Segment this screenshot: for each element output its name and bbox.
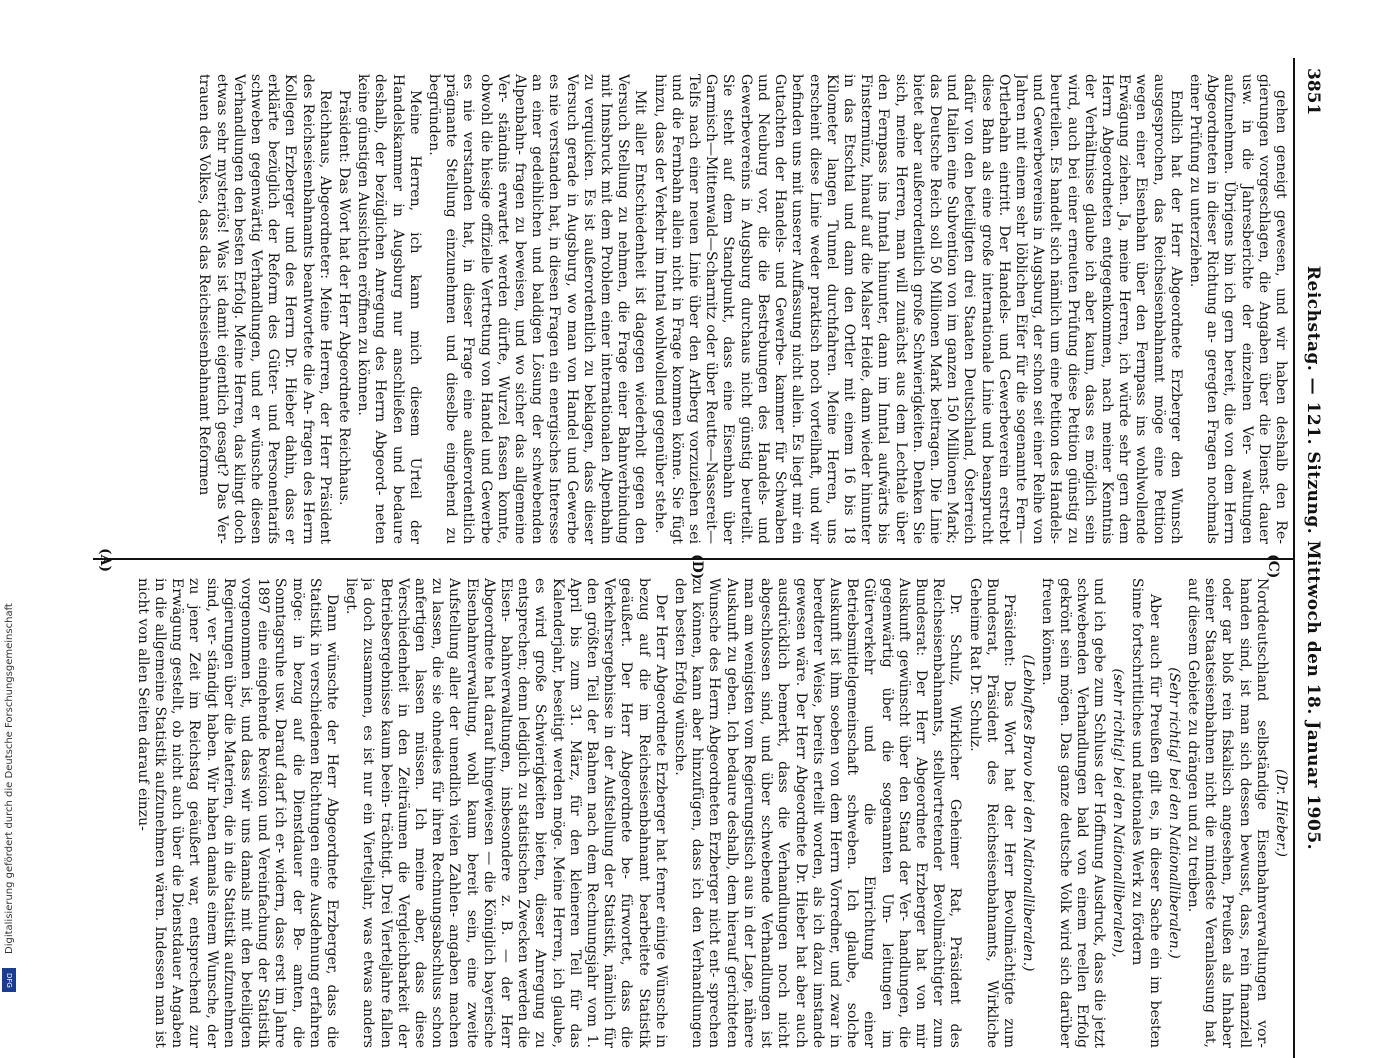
paragraph: Norddeutschland selbständige Eisenbahnverwaltungen vor- handen sind, ist man sich dessen bewusst, dass, rein finanziell oder gar bloß rein fiskalisch angesehen, Preußen als Inhaber seiner Staatseisenbahnen nicht die mindeste Veranlassung hat, auf diesem Gebiete zu drängen und zu treiben. — [1184, 578, 1270, 1048]
interjection: (Lebhaftes Bravo bei den Nationalliberalen.) — [1020, 654, 1037, 972]
paragraph: Endlich hat der Herr Abgeordnete Erzberger den Wunsch ausgesprochen, das Reichseisenbahnamt möge eine Petition wegen einer Eisenbahn über den Fernpass ins wohlwollende Erwägung ziehen. Ja, meine Herren, ich würde sehr gern dem Herrn Abgeordneten entgegenkommen, nach meiner Kenntnis der Verhältnisse glaube ich aber kaum, dass es möglich sein wird, auch bei einer erneuten Prüfung diese Petition günstig zu beurteilen. Es handelt sich nämlich um eine Petition des Handels- und Gewerbevereins in Augsburg, der schon seit einer Reihe von Jahren mit einem sehr löblichen Eifer für die sogenannte Fern—Ortlerbahn eintritt. Der Handels- und Gewerbeverein erstrebt diese Bahn als eine große internationale Linie und beansprucht dafür von den beteiligten drei Staaten Deutschland, Österreich und Italien eine Subvention von im ganzen 150 Millionen Mark; das Deutsche Reich soll 50 Millionen Mark beitragen. Die Linie bietet aber außerordentlich große Schwierigkeiten. Denken Sie sich, meine Herren, man will zunächst aus dem Lechtale über den Fernpass ins Inntal hinunter, dann im Inntal aufwärts bis Finstermünz, hinauf auf die Malser Heide, dann wieder hinunter in das Etschtal und dann den Ortler mit einem 16 bis 18 Kilometer langen Tunnel durchfahren. Meine Herren, uns erscheint diese Linie weder praktisch noch vorteilhaft, und wir befinden uns mit unserer Auffassung nicht allein. Es liegt mir ein Gutachten der Handels- und Gewerbe- kammer für Schwaben und Neuburg vor, die die Bestrebungen des Handels- und Gewerbevereins in Augsburg durchaus nicht günstig beurteilt. Sie steht auf dem Standpunkt, dass eine Eisenbahn über Garmisch—Mittenwald—Scharnitz oder über Reutte—Nassereit—Telfs nach einer neuen Linie über den Arlberg vorzuziehen sei und die Fernbahn allein nicht in Frage kommen könne. Sie fügt hinzu, dass der Verkehr im Inntal wohlwollend gegenüber stehe. — [651, 74, 1184, 544]
marker-a: (A) — [97, 548, 113, 573]
speaker-continuation: (Dr. Hieber.) — [1273, 768, 1289, 858]
page-number: 3851 — [1303, 68, 1323, 116]
speaker-paragraph: Reichhaus, Abgeordneter: Meine Herren, der Herr Präsident des Reichseisenbahnamts beantwortete die An- fragen des Herrn Kollegen Erzberger und des Herrn Dr. Hieber dahin, dass er erklärte bezüglich der Reform des Güter- und Personentarifs schweben gegenwärtig Verhandlungen, und er wünsche diesen Verhandlungen den besten Erfolg. Meine Herren, das klingt doch etwas sehr mysteriös! Was ist damit eigentlich gesagt? Das Ver- trauen des Volkes, dass das Reichseisenbahnamt Reformen — [196, 74, 333, 544]
rotated-page — [75, 58, 1325, 1058]
marker-c: (C) — [1265, 554, 1281, 579]
scan-credit — [4, 10, 16, 995]
page-header — [1297, 58, 1325, 1058]
paragraph: Dann wünschte der Herr Abgeordnete Erzberger, dass die Statistik in verschiedenen Richtungen eine Ausdehnung erfahren möge: in bezug auf die Dienstdauer der Be- amten, die Sonntagsruhe usw. Darauf darf ich er- widern, dass erst im Jahre 1897 eine eingehende Revision und Vereinfachung der Statistik vorgenommen ist, und dass wir uns damals mit den beteiligten Regierungen über die Materien, die in die Statistik aufzunehmen sind, ver- ständigt haben. Wir haben damals einem Wunsche, der zu jener Zeit im Reichstag geäußert war, entsprechend zur Erwägung gestellt, ob nicht auch über die Dienstdauer Angaben in die allgemeine Statistik aufzunehmen wären. Indessen man ist nicht von allen Seiten darauf einzu- — [134, 578, 341, 1048]
paragraph: und ich gebe zum Schluss der Hoffnung Ausdruck, dass die jetzt schwebenden Verhandlungen bald von einem reellen Erfolg gekrönt sein mögen. Das ganze deutsche Volk wird sich darüber freuen können. — [1039, 578, 1107, 1048]
paragraph: Meine Herren, ich kann mich diesem Urteil der Handelskammer in Augsburg nur anschließen und bedaure deshalb, der bezüglichen Anregung des Herrn Abgeord- neten keine günstigen Aussichten eröffnen zu können. — [355, 74, 423, 544]
column-second — [94, 578, 1289, 1048]
speaker-paragraph: Dr. Schulz, Wirklicher Geheimer Rat, Präsident des Reichseisenbahnamts, stellvertretender Bevollmächtigter zum Bundesrat: Der Herr Abgeordnete Erzberger hat von mir Auskunft gewünscht über den Stand der Ver- handlungen, die gegenwärtig über die sogenannten Um- leitungen im Güterverkehr und die Einrichtung einer Betriebsmittelgemeinschaft schweben. Ich glaube, solche Auskunft ist ihm soeben von dem Herrn Vorredner, und zwar in beredterer Weise, bereits erteilt worden, als ich dazu imstande gewesen wäre. Der Herr Abgeordnete Dr. Hieber hat aber auch ausdrücklich bemerkt, dass die Verhandlungen noch nicht abgeschlossen sind, und über schwebende Verhandlungen ist man am wenigsten vom Regierungstisch aus in der Lage, nähere Auskunft zu geben. Ich bedaure deshalb, dem hierauf gerichteten Wunsche des Herrn Abgeordneten Erzberger nicht ent- sprechen zu können, kann aber hinzufügen, dass ich den Verhandlungen den besten Erfolg wünsche. — [672, 578, 964, 1048]
column-first — [94, 74, 1289, 544]
speaker-paragraph: Präsident: Das Wort hat der Herr Abgeordnete Reichhaus. — [336, 90, 353, 506]
paragraph: Der Herr Abgeordnete Erzberger hat ferner einige Wünsche in bezug auf die im Reichseisenbahnamt bearbeitete Statistik geäußert. Der Herr Abgeordnete be- fürwortet, dass die Verkehrsergebnisse in der Aufstellung der Statistik, nämlich für den größten Teil der Bahnen nach dem Rechnungsjahr vom 1. April bis zum 31. März, für den kleineren Teil für das Kalenderjahr, beseitigt werden möge. Meine Herren, ich glaube, es wird große Schwierigkeiten bieten, dieser Anregung zu entsprechen; denn lediglich zu statistischen Zwecken werden die Eisen- bahnverwaltungen, insbesondere z. B. — der Herr Abgeordnete hat darauf hingewiesen — die Königlich bayerische Eisenbahnverwaltung, wohl kaum bereit sein, eine zweite Aufstellung aller der unendlich vielen Zahlen- angaben machen zu lassen, die sie ohnedies für ihren Rechnungsabschluss schon anfertigen lassen müssen. Ich meine aber, dass diese Verschiedenheit in den Zeiträumen die Vergleichbarkeit der Betriebsergebnisse kaum beein- trächtigt. Drei Vierteljahre fallen ja doch zusammen, es ist nur ein Vierteljahr, was etwas anders liegt. — [343, 578, 669, 1048]
scan-credit-text: Digitalisierung gefördert durch die Deutsche Forschungsgemeinschaft — [4, 603, 15, 954]
interjection: (sehr richtig! bei den Nationalliberalen), — [1110, 668, 1127, 958]
interjection: (Sehr richtig! bei den Nationalliberalen.) — [1165, 667, 1182, 959]
paragraph: gehen geneigt gewesen, und wir haben deshalb den Re- gierungen vorgeschlagen, die Angaben über die Dienst- dauer usw. in die Jahresberichte der einzelnen Ver- waltungen aufzunehmen. Übrigens bin ich gern bereit, die von dem Herrn Abgeordneten in dieser Richtung an- geregten Fragen nochmals einer Prüfung zu unterziehen. — [1186, 74, 1289, 544]
running-title: Reichstag. — 121. Sitzung. Mittwoch den 18. Januar 1905. — [1303, 265, 1323, 851]
paragraph: Aber auch für Preußen gilt es, in dieser Sache ein im besten Sinne fortschrittliches und nationales Werk zu fördern — [1129, 578, 1163, 1048]
header-rule — [1293, 58, 1295, 1058]
speaker-paragraph: Präsident: Das Wort hat der Herr Bevollmächtigte zum Bundesrat, Präsident des Reichseisenbahnamts, Wirkliche Geheime Rat Dr. Schulz. — [966, 578, 1017, 1048]
paragraph: Mit aller Entschiedenheit ist dagegen wiederholt gegen den Versuch Stellung zu nehmen, die Frage einer Bahnverbindung mit Innsbruck mit dem Problem einer internationalen Alpenbahn zu verquicken. Es ist außerordentlich zu beklagen, dass dieser Versuch gerade in Augsburg, wo man von Handel und Gewerbe es nie verstanden hat, in diesen Fragen ein energisches Interesse an einer gedeihlichen und baldigen Lösung der schwebenden Alpenbahn- fragen zu beweisen, und wo sicher das allgemeine Ver- ständnis erwartet werden dürfte, Wurzel fassen konnte, obwohl die hiesige offizielle Vertretung von Handel und Gewerbe es nie verstanden hat, in dieser Frage eine außerordentlich prägnante Stellung einzunehmen und dieselbe eingehend zu begründen. — [426, 74, 649, 544]
marker-d: (D) — [689, 554, 705, 580]
dfg-logo: DFG — [2, 968, 16, 992]
